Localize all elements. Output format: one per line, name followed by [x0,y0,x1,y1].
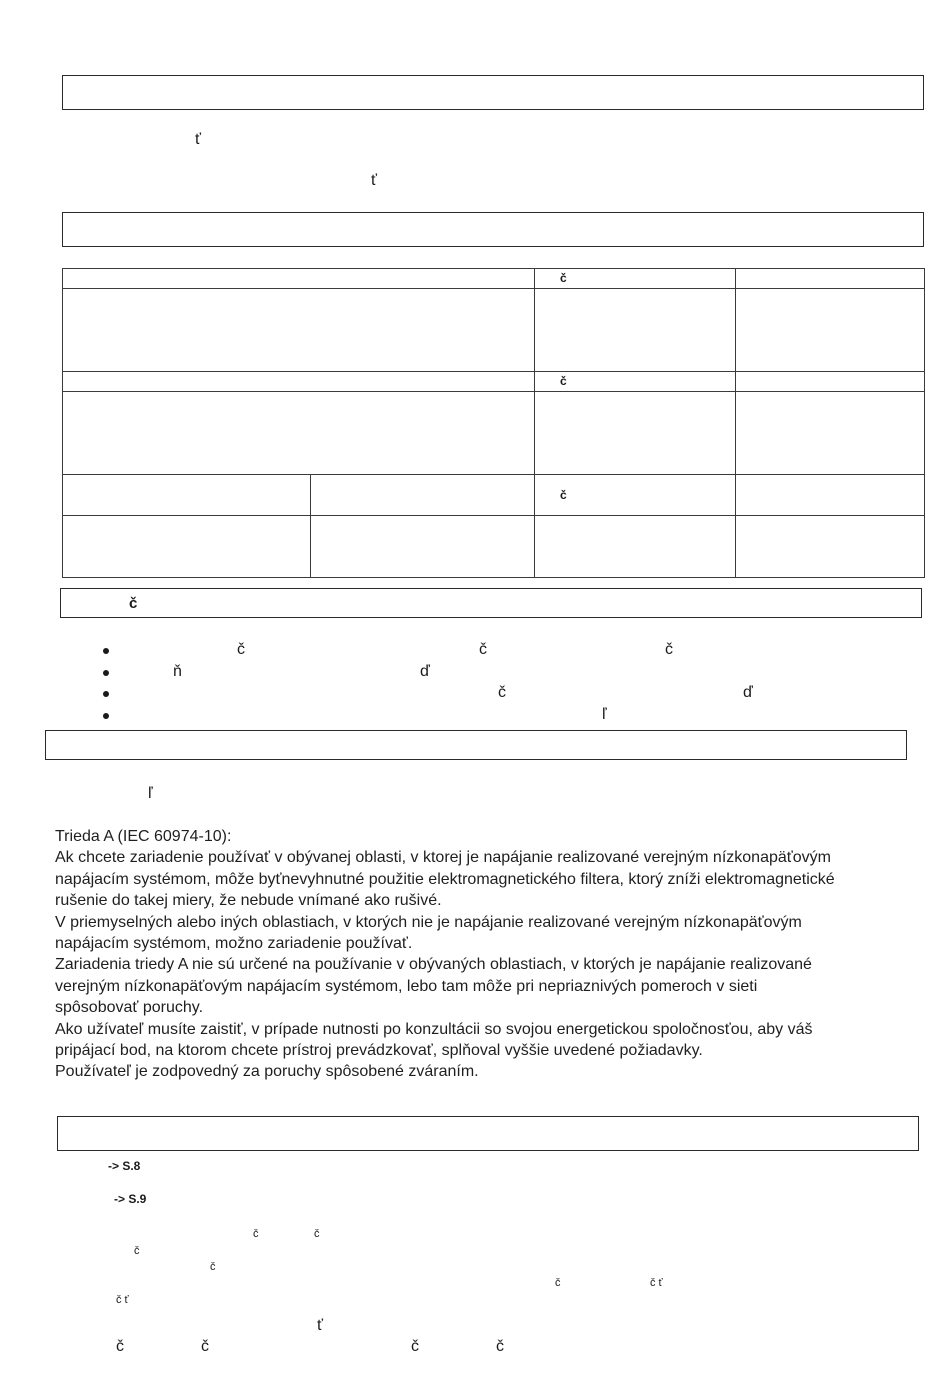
text-fragment: č [496,1338,504,1355]
table-cell [310,474,535,516]
bullet-dot [103,713,109,719]
paragraph-line: Ako užívateľ musíte zaistiť, v prípade nutnosti po konzultácii so svojou energetickou spoločnosťou, aby váš [55,1020,813,1038]
bullet-dot [103,670,109,676]
text-fragment: č [555,1277,561,1289]
paragraph-line: V priemyselných alebo iných oblastiach, v ktorých nie je napájanie realizované verejným nízkonapäťovým [55,913,802,931]
text-fragment: ď [743,684,753,701]
text-fragment: č ť [650,1277,663,1289]
text-fragment: č [237,641,245,658]
text-fragment: č [253,1228,259,1240]
section-header-box-4 [45,730,907,760]
text-fragment: č [665,641,673,658]
text-fragment: ď [420,663,430,680]
text-fragment: č [314,1228,320,1240]
text-fragment: č [134,1245,140,1257]
section-header-box-1 [62,75,924,110]
text-fragment: ň [173,663,182,680]
paragraph-line: rušenie do takej miery, že nebude vnímané ako rušivé. [55,892,442,910]
table-cell [62,288,535,372]
text-fragment: č [479,641,487,658]
table-cell [62,515,311,578]
bullet-dot [103,648,109,654]
paragraph-line: spôsobovať poruchy. [55,999,204,1017]
bullet-dot [103,691,109,697]
text-fragment: č [210,1261,216,1273]
table-cell [62,391,535,475]
table-cell [735,288,925,372]
table-cell [62,371,535,392]
emc-class-a-paragraph [55,826,925,1083]
table-cell [534,391,736,475]
paragraph-line: Zariadenia triedy A nie sú určené na používanie v obývaných oblastiach, v ktorých je napájanie realizované [55,956,812,974]
table-cell-text: č [560,271,567,285]
table-cell [735,515,925,578]
table-cell [735,474,925,516]
text-fragment: č [201,1338,209,1355]
table-cell [735,268,925,289]
paragraph-line: pripájací bod, na ktorom chcete prístroj prevádzkovať, splňoval vyššie uvedené požiadavky. [55,1042,703,1060]
table-cell [735,391,925,475]
section-header-text: č [129,595,138,612]
paragraph-line: Používateľ je zodpovedný za poruchy spôsobené zváraním. [55,1063,479,1081]
section-header-box-3 [60,588,922,618]
text-fragment: č [116,1338,124,1355]
section-header-box-5 [57,1116,919,1151]
text-fragment: ľ [148,785,153,802]
table-cell [310,515,535,578]
paragraph-line: napájacím systémom, môže byťnevyhnutné použitie elektromagnetického filtera, ktorý zníži elektromagnetické [55,870,835,888]
table-cell [735,371,925,392]
page-reference: -> S.8 [108,1159,141,1173]
text-fragment: č ť [116,1294,129,1306]
section-header-box-2 [62,212,924,247]
page-reference: -> S.9 [114,1192,147,1206]
text-fragment: ť [371,172,377,189]
table-cell [62,268,535,289]
text-fragment: ľ [602,706,607,723]
table-cell-text: č [560,374,567,388]
text-fragment: ť [317,1317,323,1334]
paragraph-line: Ak chcete zariadenie používať v obývanej oblasti, v ktorej je napájanie realizované verejným nízkonapäťovým [55,849,831,867]
paragraph-line: napájacím systémom, možno zariadenie používať. [55,935,413,953]
table-cell [534,515,736,578]
text-fragment: č [411,1338,419,1355]
paragraph-line: Trieda A (IEC 60974-10): [55,828,232,845]
table-cell [62,474,311,516]
table-cell [534,288,736,372]
text-fragment: č [498,684,506,701]
paragraph-line: verejným nízkonapäťovým napájacím systémom, lebo tam môže pri nepriaznivých pomeroch v sieti [55,977,758,995]
table-cell-text: č [560,488,567,502]
text-fragment: ť [195,131,201,148]
